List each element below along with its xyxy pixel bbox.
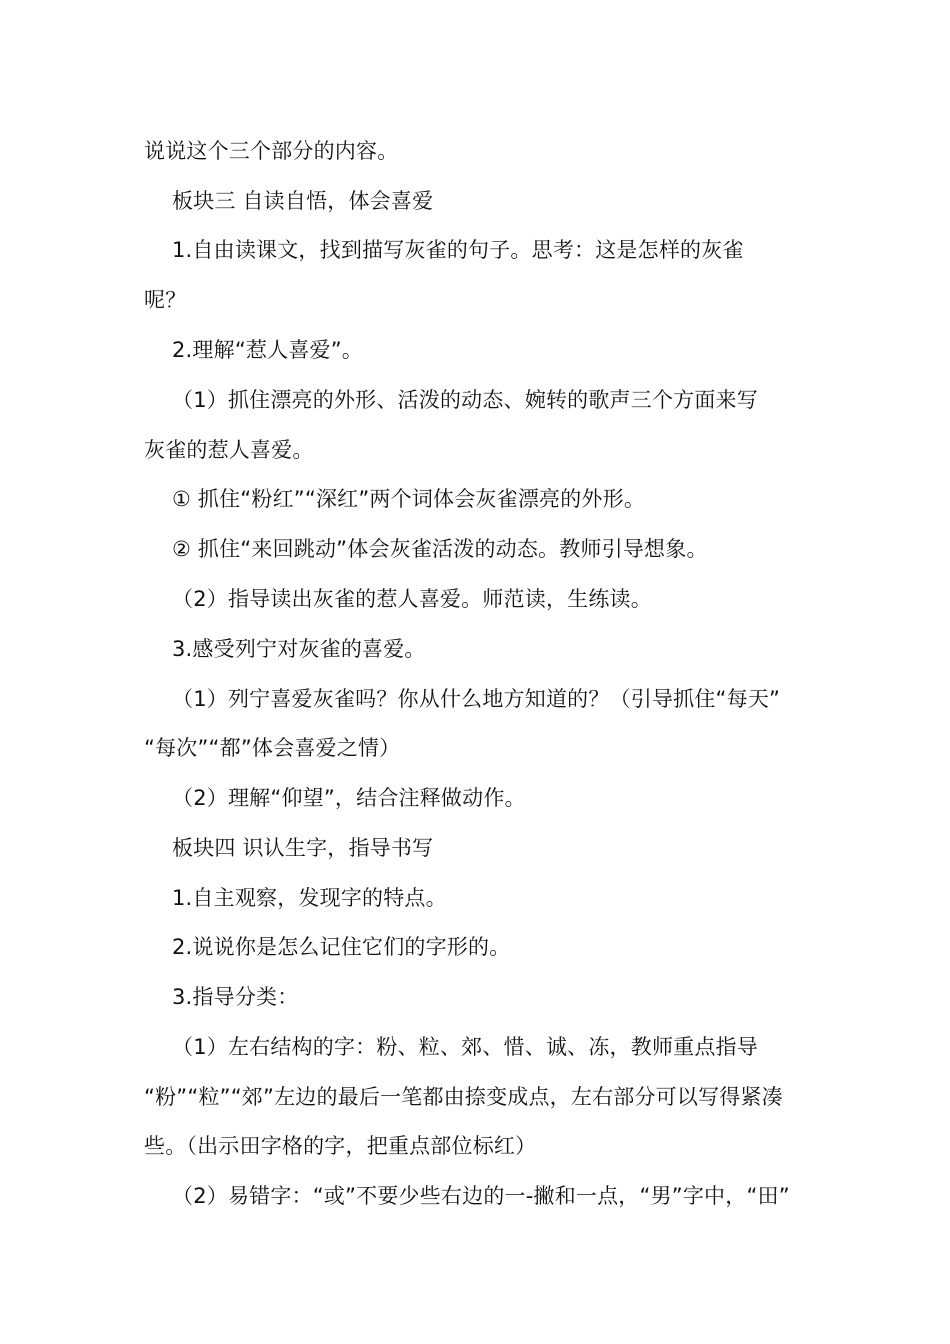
text-line-4: 呢？ [144,288,187,312]
text-line-18: 3.指导分类： [172,985,299,1009]
text-line-10: （2）指导读出灰雀的惹人喜爱。师范读，生练读。 [172,587,652,611]
text-line-5: 2.理解“惹人喜爱”。 [172,338,363,362]
text-line-11: 3.感受列宁对灰雀的喜爱。 [172,637,426,661]
text-line-21: 些。（出示田字格的字，把重点部位标红） [144,1134,537,1158]
text-line-14: （2）理解“仰望”，结合注释做动作。 [172,786,526,810]
section-heading-3: 板块三 自读自悟，体会喜爱 [172,189,434,213]
text-line-9: ② 抓住“来回跳动”体会灰雀活泼的动态。教师引导想象。 [172,537,708,561]
text-line-1: 说说这个三个部分的内容。 [144,139,399,163]
text-line-3: 1.自由读课文，找到描写灰雀的句子。思考：这是怎样的灰雀 [172,238,744,262]
text-line-8: ① 抓住“粉红”“深红”两个词体会灰雀漂亮的外形。 [172,487,646,511]
text-line-6: （1）抓住漂亮的外形、活泼的动态、婉转的歌声三个方面来写 [172,388,758,412]
text-line-16: 1.自主观察，发现字的特点。 [172,886,447,910]
text-line-7: 灰雀的惹人喜爱。 [144,438,314,462]
text-line-22: （2）易错字：“或”不要少些右边的一-撇和一点，“男”字中，“田” [172,1184,790,1208]
text-line-13: “每次”“都”体会喜爱之情） [144,736,401,760]
text-line-20: “粉”“粒”“郊”左边的最后一笔都由捺变成点，左右部分可以写得紧凑 [144,1085,783,1109]
text-line-19: （1）左右结构的字：粉、粒、郊、惜、诚、冻，教师重点指导 [172,1035,758,1059]
text-line-17: 2.说说你是怎么记住它们的字形的。 [172,935,511,959]
section-heading-4: 板块四 识认生字，指导书写 [172,836,434,860]
text-line-12: （1）列宁喜爱灰雀吗？你从什么地方知道的？（引导抓住“每天” [172,687,781,711]
